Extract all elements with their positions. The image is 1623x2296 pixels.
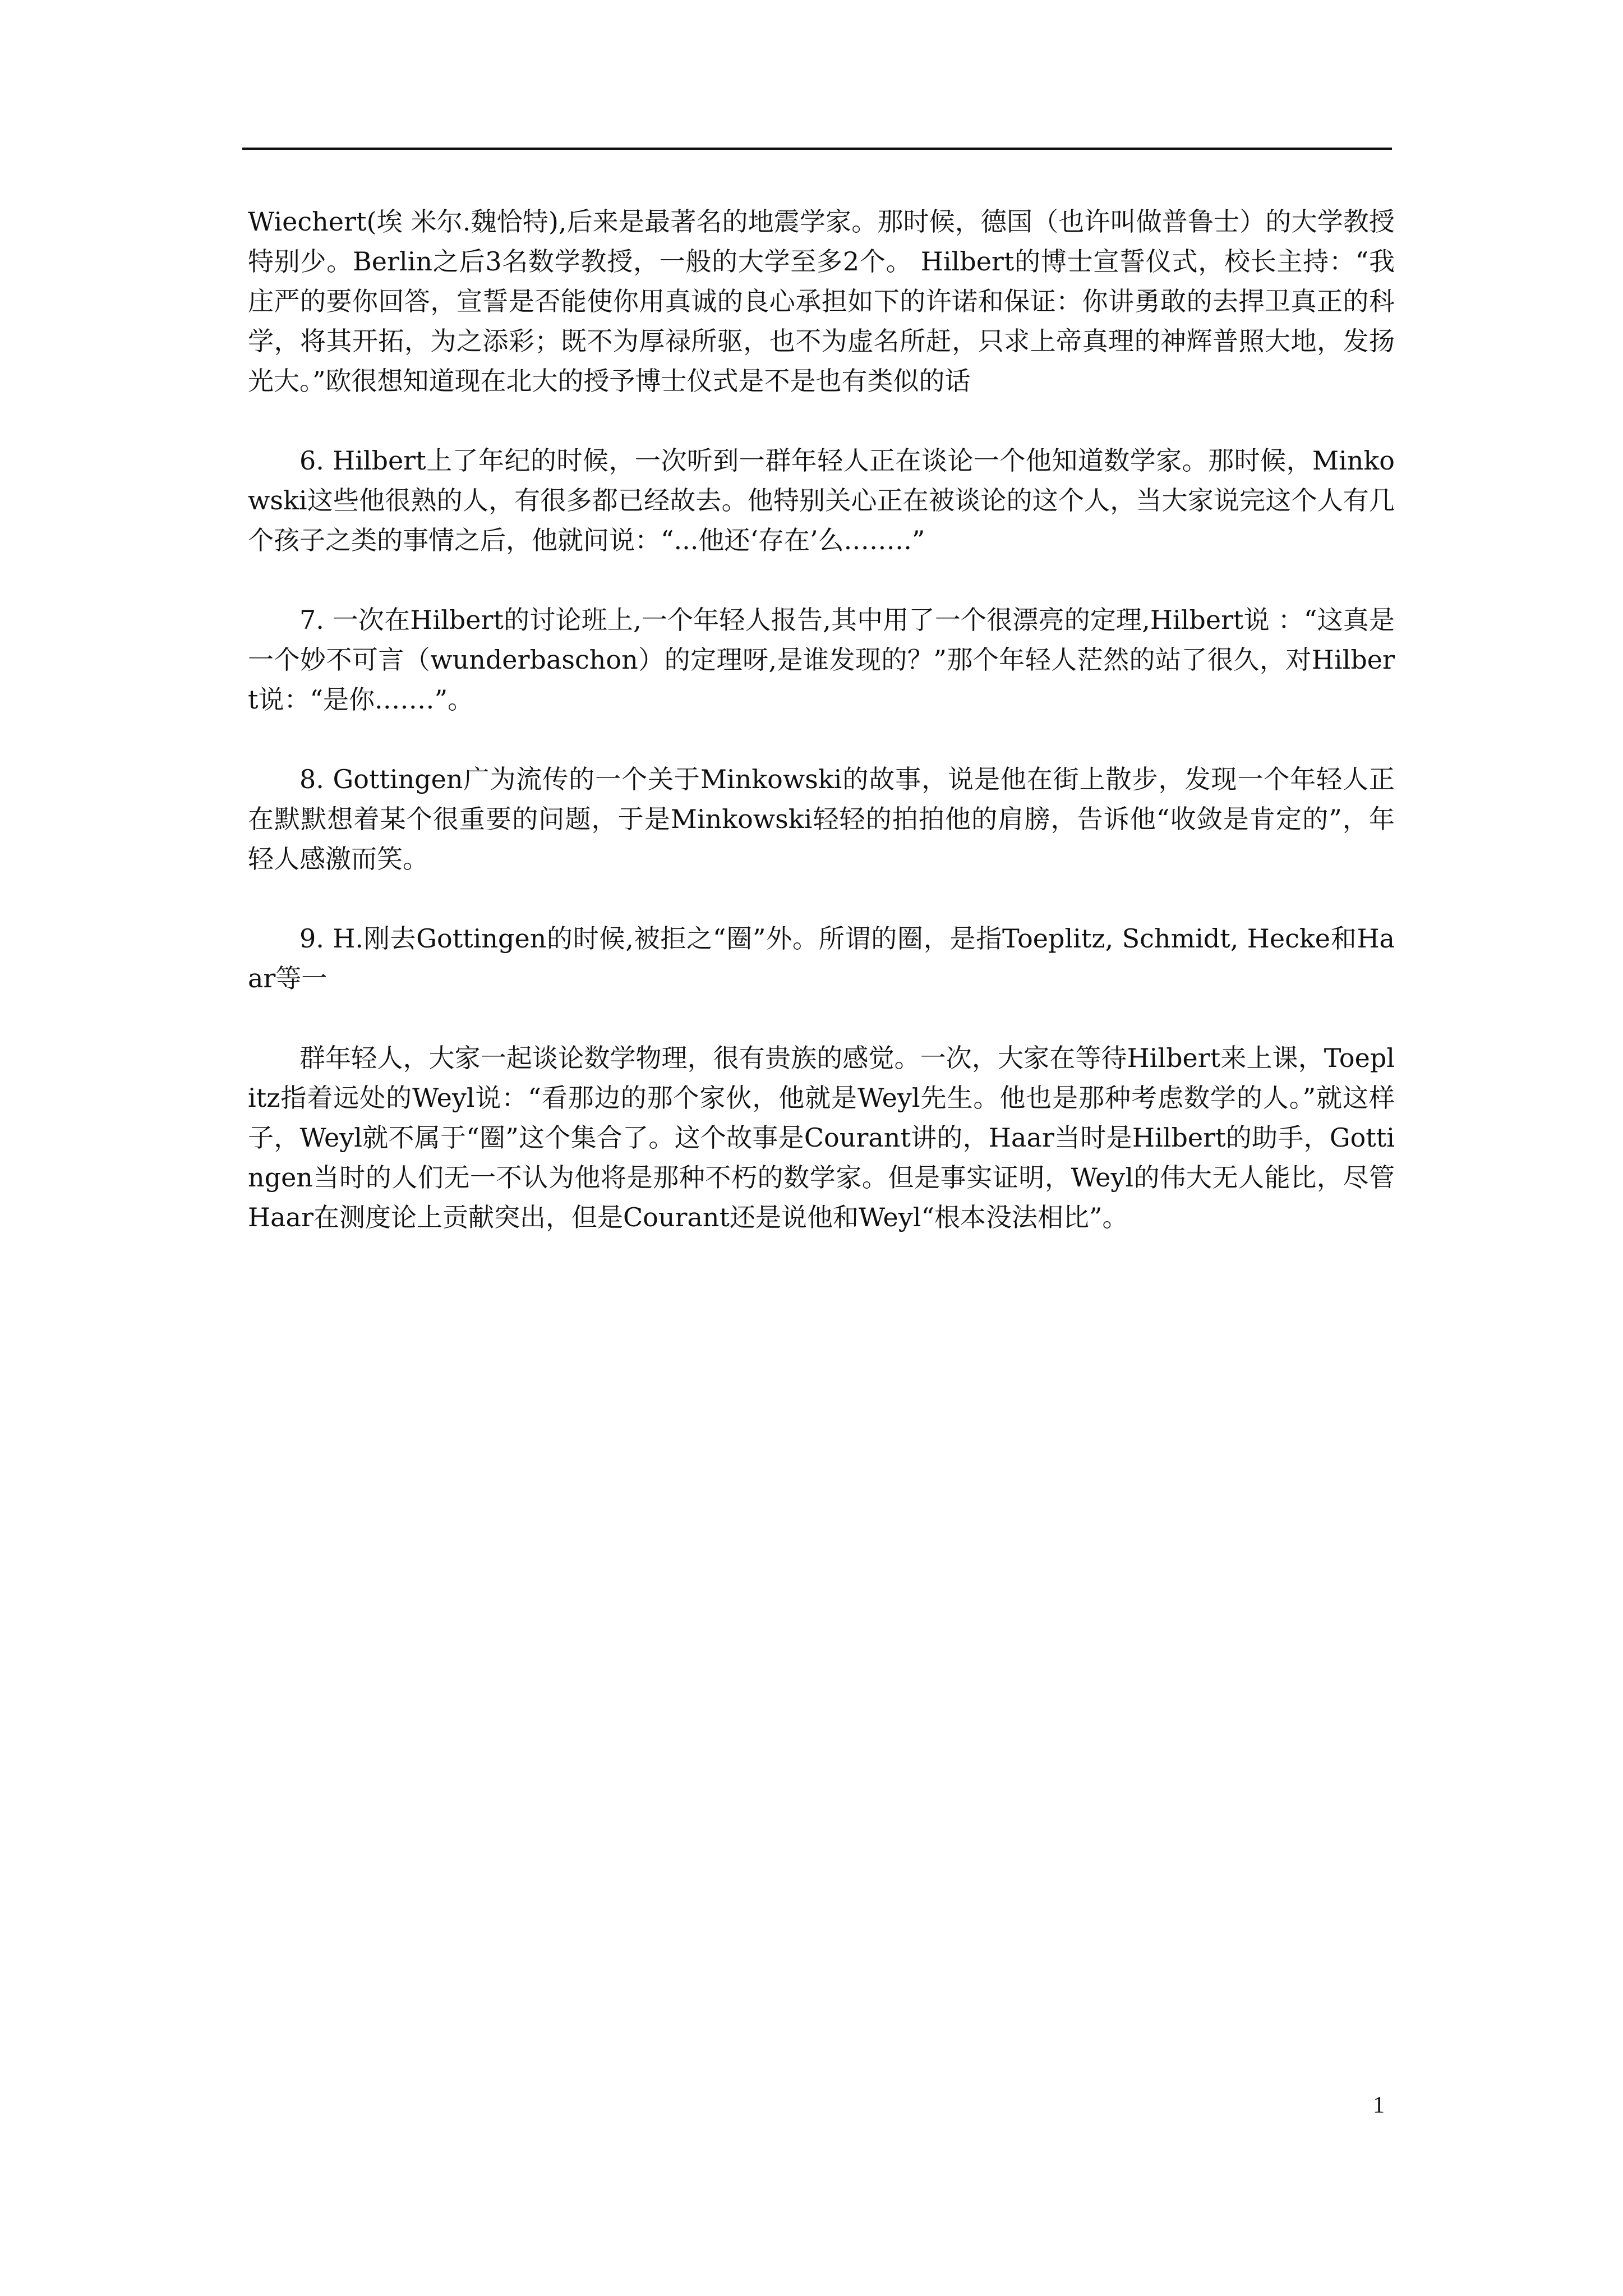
paragraph-7-seminar: 7. 一次在Hilbert的讨论班上,一个年轻人报告,其中用了一个很漂亮的定理,Hilbert说 ：“这真是一个妙不可言（wunderbaschon）的定理呀,是谁发现的？”那个年轻人茫然的站了很久，对Hilbert说：“是你.……”。 — [248, 605, 1395, 715]
header-rule — [242, 148, 1392, 150]
page-number: 1 — [1373, 2092, 1385, 2118]
paragraph-9-circle: 9. H.刚去Gottingen的时候,被拒之“圈”外。所谓的圈，是指Toeplitz, Schmidt, Hecke和Haar等一 — [248, 923, 1395, 993]
paragraph-weyl: 群年轻人，大家一起谈论数学物理，很有贵族的感觉。一次，大家在等待Hilbert来上课，Toeplitz指着远处的Weyl说：“看那边的那个家伙，他就是Weyl先生。他也是那种考虑数学的人。”就这样子，Weyl就不属于“圈”这个集合了。这个故事是Courant讲的，Haar当时是Hilbert的助手，Gottingen当时的人们无一不认为他将是那种不朽的数学家。但是事实证明，Weyl的伟大无人能比，尽管Haar在测度论上贡献突出，但是Courant还是说他和Weyl“根本没法相比”。 — [248, 1043, 1395, 1232]
document-body — [248, 202, 1395, 1277]
paragraph-wiechert: Wiechert(埃 米尔.魏恰特),后来是最著名的地震学家。那时候，德国（也许叫做普鲁士）的大学教授特别少。Berlin之后3名数学教授，一般的大学至多2个。 Hilbert的博士宣誓仪式，校长主持：“我庄严的要你回答，宣誓是否能使你用真诚的良心承担如下的许诺和保证：你讲勇敢的去捍卫真正的科学，将其开拓，为之添彩；既不为厚禄所驱，也不为虚名所赶，只求上帝真理的神辉普照大地，发扬光大。”欧很想知道现在北大的授予博士仪式是不是也有类似的话 — [248, 206, 1395, 396]
paragraph-8-minkowski: 8. Gottingen广为流传的一个关于Minkowski的故事，说是他在街上散步，发现一个年轻人正在默默想着某个很重要的问题，于是Minkowski轻轻的拍拍他的肩膀，告诉他“收敛是肯定的”，年轻人感激而笑。 — [248, 764, 1395, 874]
paragraph-6-hilbert-aging: 6. Hilbert上了年纪的时候，一次听到一群年轻人正在谈论一个他知道数学家。那时候，Minkowski这些他很熟的人，有很多都已经故去。他特别关心正在被谈论的这个人，当大家说完这个人有几个孩子之类的事情之后，他就问说：“...他还‘存在’么.…….” — [248, 445, 1395, 555]
